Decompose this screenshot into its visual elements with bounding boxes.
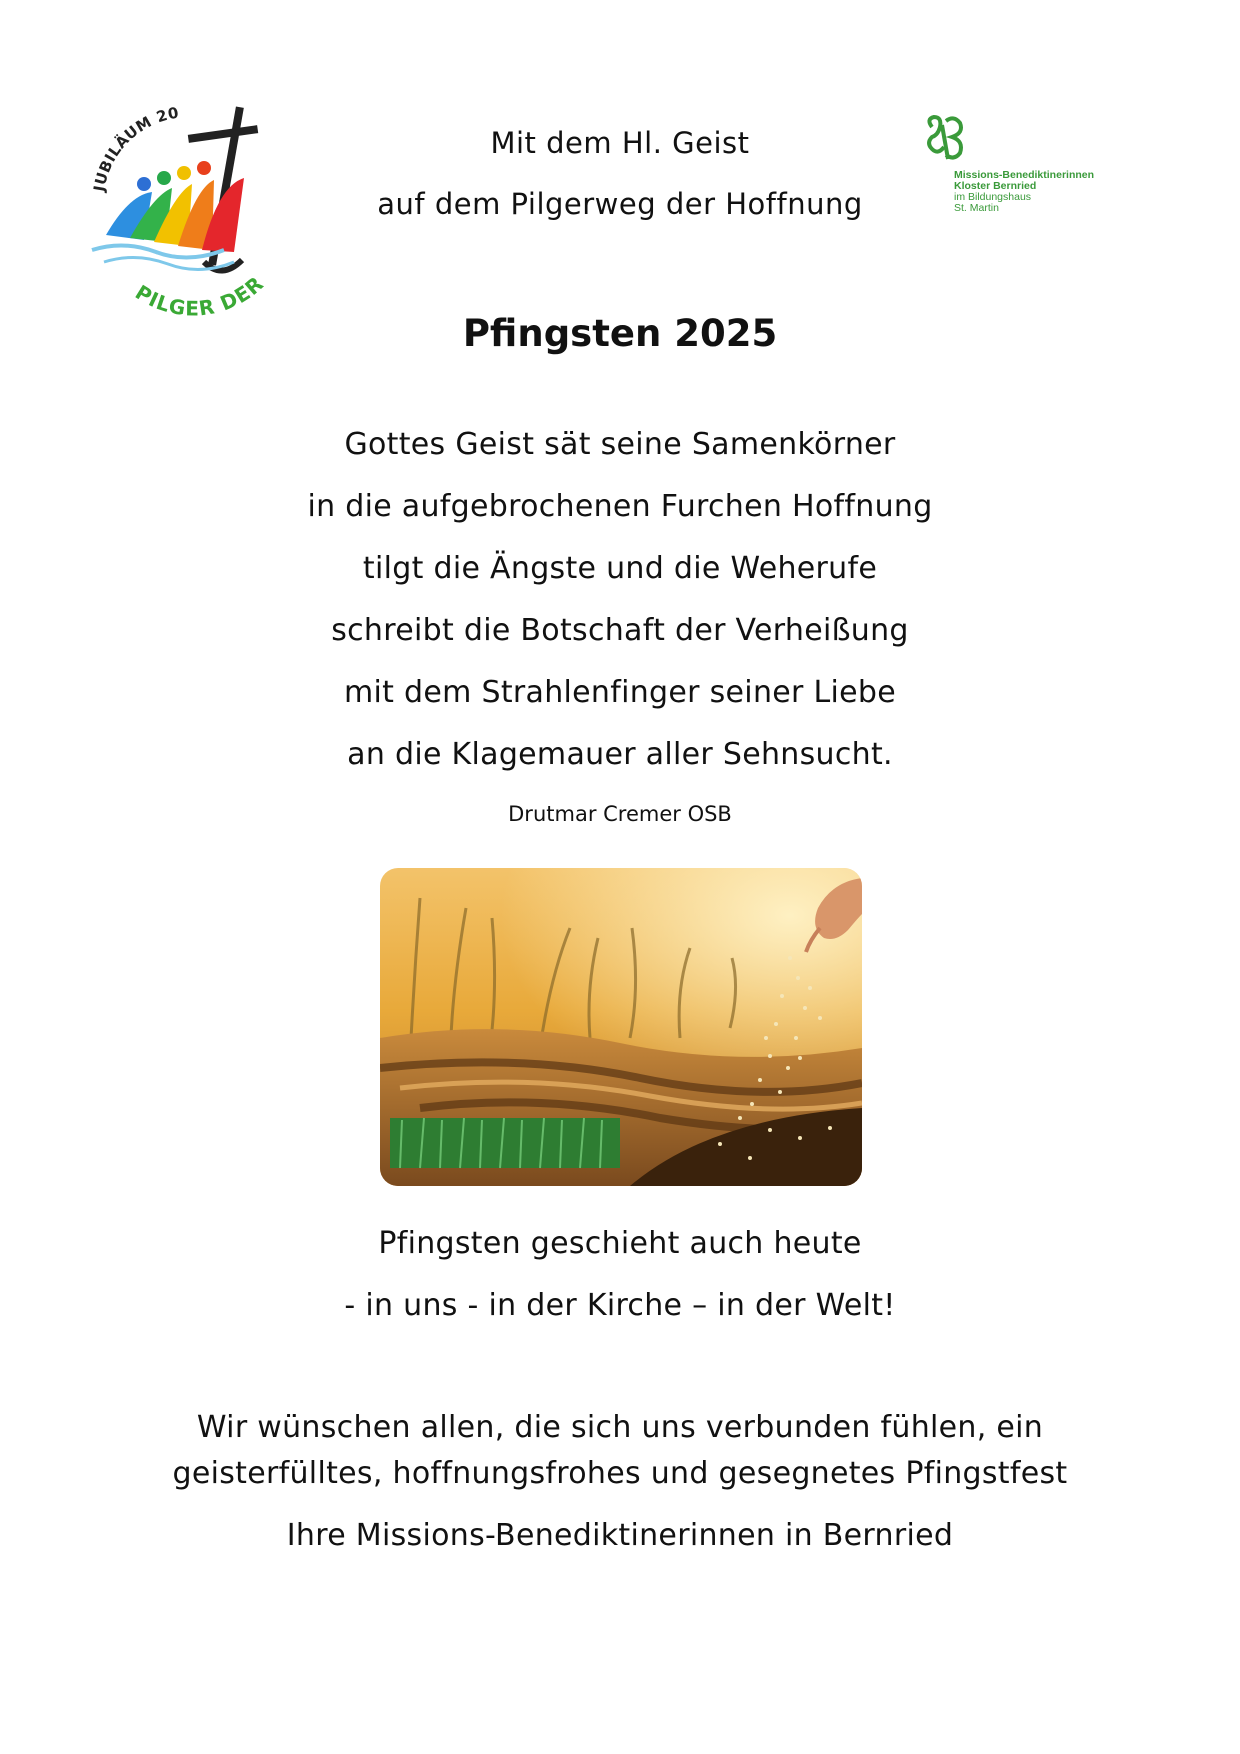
sowing-seeds-illustration xyxy=(380,868,862,1186)
convent-house: im Bildungshaus xyxy=(954,191,1032,203)
poem-line-3: tilgt die Ängste und die Weherufe xyxy=(362,551,878,586)
poem-line-5: mit dem Strahlenfinger seiner Liebe xyxy=(343,675,896,710)
sowing-seeds-image xyxy=(380,868,862,1186)
closing-line-2: - in uns - in der Kirche – in der Welt! xyxy=(344,1288,896,1323)
poem-line-4: schreibt die Botschaft der Verheißung xyxy=(331,613,909,648)
page-title: Pfingsten 2025 xyxy=(462,312,778,355)
closing-line-1: Pfingsten geschieht auch heute xyxy=(378,1226,862,1261)
poem-line-1: Gottes Geist sät seine Samenkörner xyxy=(344,427,896,462)
jubilee-top-text: JUBILÄUM 20 xyxy=(90,103,181,193)
poem-author: Drutmar Cremer OSB xyxy=(508,802,732,826)
header-line-2: auf dem Pilgerweg der Hoffnung xyxy=(377,187,863,221)
convent-location: Kloster Bernried xyxy=(954,180,1037,192)
wish-line-1: Wir wünschen allen, die sich uns verbunden fühlen, ein xyxy=(196,1410,1044,1445)
signature: Ihre Missions-Benediktinerinnen in Bernried xyxy=(286,1518,954,1553)
jubilee-bottom-text: PILGER DER xyxy=(131,271,269,321)
poem-line-2: in die aufgebrochenen Furchen Hoffnung xyxy=(307,489,933,524)
header-line-1: Mit dem Hl. Geist xyxy=(490,126,750,160)
wish-line-2: geisterfülltes, hoffnungsfrohes und gesegnetes Pfingstfest xyxy=(172,1456,1068,1491)
poem-line-6: an die Klagemauer aller Sehnsucht. xyxy=(347,737,893,772)
convent-house-name: St. Martin xyxy=(954,202,999,214)
convent-name: Missions-Benediktinerinnen xyxy=(954,169,1095,181)
